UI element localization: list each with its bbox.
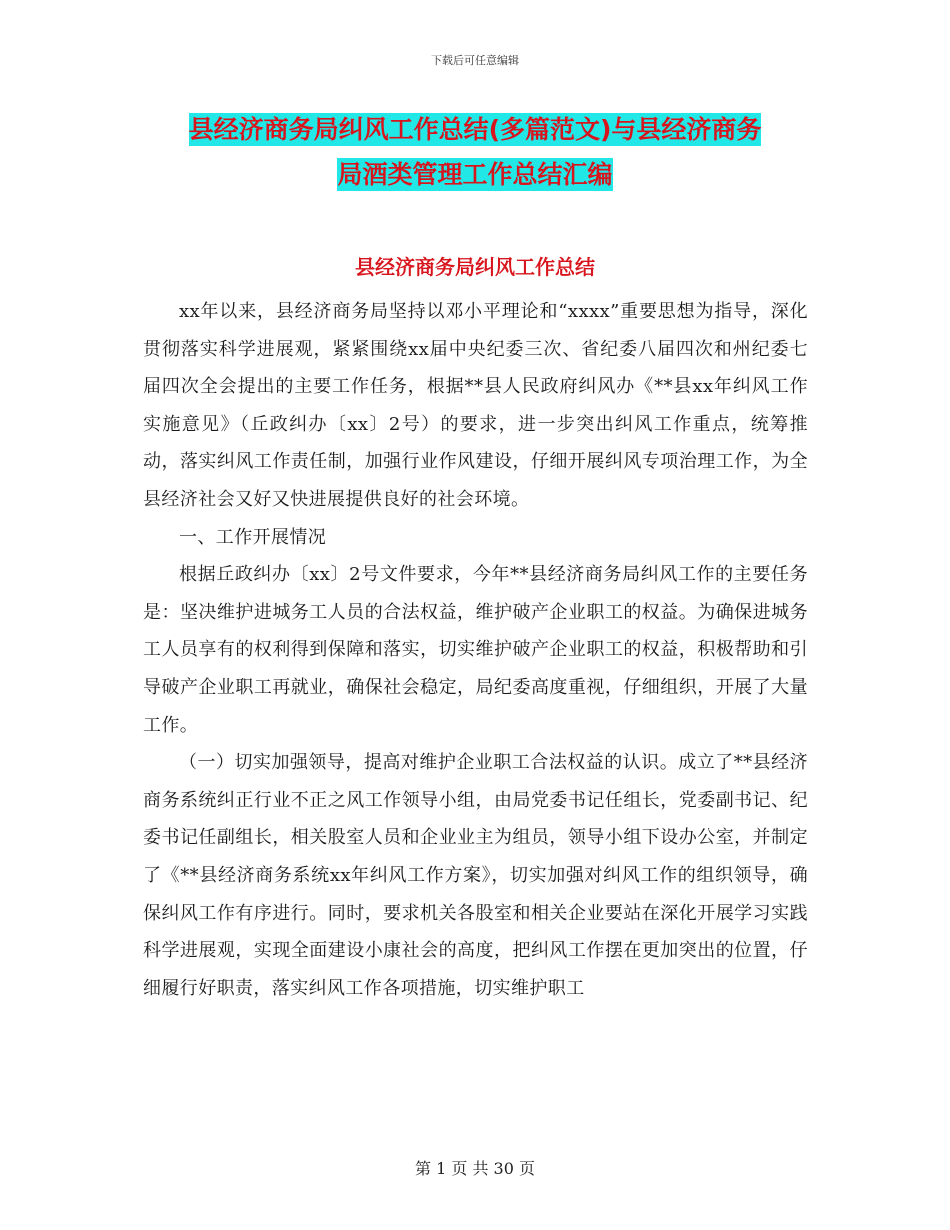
document-title-line-2 (0, 160, 950, 190)
document-title-line-1 (0, 115, 950, 145)
header-note: 下载后可任意编辑 (431, 54, 519, 67)
body-text (143, 293, 808, 1007)
title-highlight-1: 县经济商务局纠风工作总结(多篇范文)与县经济商务 (188, 115, 762, 144)
title-highlight-2: 局酒类管理工作总结汇编 (337, 160, 613, 189)
section-title: 县经济商务局纠风工作总结 (355, 255, 595, 279)
paragraph-intro: xx年以来，县经济商务局坚持以邓小平理论和“xxxx”重要思想为指导，深化贯彻落实科学进展观，紧紧围绕xx届中央纪委三次、省纪委八届四次和州纪委七届四次全会提出的主要工作任务，根据**县人民政府纠风办《**县xx年纠风工作实施意见》（丘政纠办〔xx〕2号）的要求，进一步突出纠风工作重点，统筹推动，落实纠风工作责任制，加强行业作风建设，仔细开展纠风专项治理工作，为全县经济社会又好又快进展提供良好的社会环境。 (143, 301, 808, 510)
paragraph-leadership: （一）切实加强领导，提高对维护企业职工合法权益的认识。成立了**县经济商务系统纠正行业不正之风工作领导小组，由局党委书记任组长，党委副书记、纪委书记任副组长，相关股室人员和企业业主为组员，领导小组下设办公室，并制定了《**县经济商务系统xx年纠风工作方案》，切实加强对纠风工作的组织领导，确保纠风工作有序进行。同时，要求机关各股室和相关企业要站在深化开展学习实践科学进展观，实现全面建设小康社会的高度，把纠风工作摆在更加突出的位置，仔细履行好职责，落实纠风工作各项措施，切实维护职工 (143, 752, 808, 999)
paragraph-tasks: 根据丘政纠办〔xx〕2号文件要求，今年**县经济商务局纠风工作的主要任务是：坚决维护进城务工人员的合法权益，维护破产企业职工的权益。为确保进城务工人员享有的权利得到保障和落实，切实维护破产企业职工的权益，积极帮助和引导破产企业职工再就业，确保社会稳定，局纪委高度重视，仔细组织，开展了大量工作。 (143, 564, 808, 736)
paragraph-heading: 一、工作开展情况 (179, 526, 327, 548)
page-footer: 第 1 页 共 30 页 (415, 1159, 535, 1178)
